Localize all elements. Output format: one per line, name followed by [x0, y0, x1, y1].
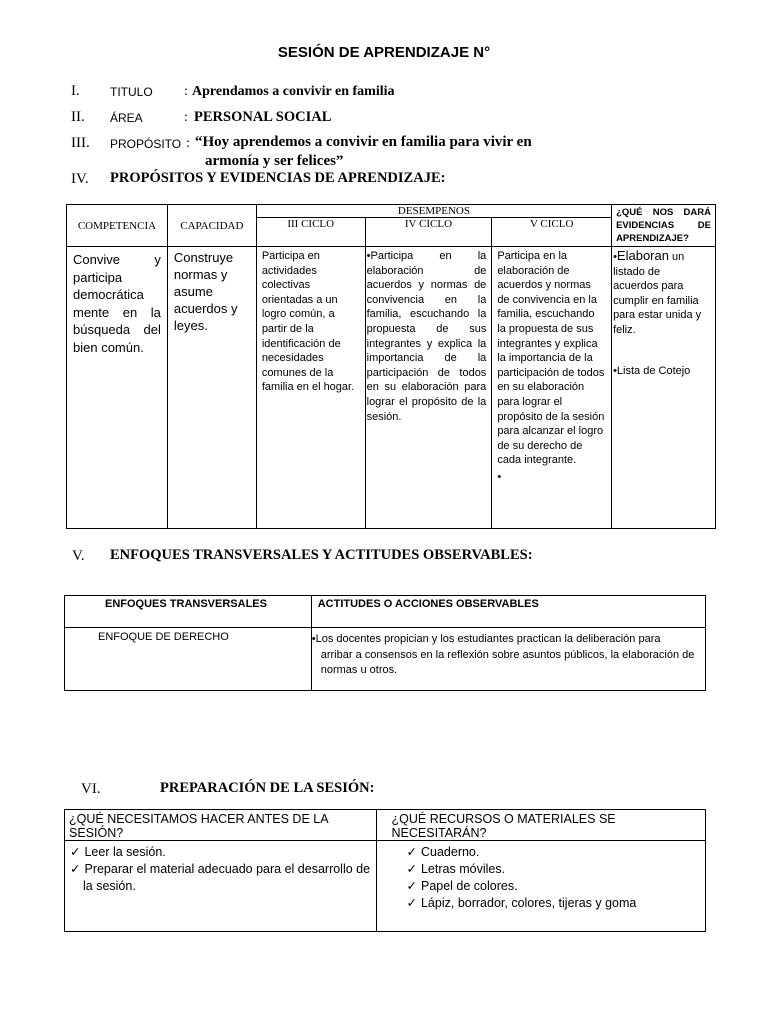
area-value: PERSONAL SOCIAL — [194, 109, 332, 125]
evidencia-2-text: Lista de Cotejo — [616, 364, 691, 377]
header-actitudes: ACTITUDES O ACCIONES OBSERVABLES — [311, 596, 705, 628]
section-number: V. — [72, 548, 85, 564]
proposito-value-line2: armonía y ser felices” — [205, 153, 344, 169]
titulo-value: Aprendamos a convivir en familia — [192, 84, 395, 99]
proposito-separator: : — [186, 136, 190, 151]
header-antes: ¿QUÉ NECESITAMOS HACER ANTES DE LA SESIÓN? — [65, 810, 377, 841]
section-number: IV. — [71, 171, 89, 187]
preparacion-table — [64, 809, 706, 932]
header-ciclo-5: V CICLO — [492, 218, 612, 247]
section-number: II. — [71, 109, 85, 125]
header-desempenos: DESEMPENOS — [256, 205, 611, 218]
proposito-value-line1: “Hoy aprendemos a convivir en familia para vivir en — [195, 134, 532, 150]
section-number: III. — [71, 135, 90, 151]
evidencia-1-text: un listado de acuerdos para cumplir en familia para estar unida y feliz. — [613, 251, 702, 336]
list-item: ✓ Cuaderno. — [407, 844, 706, 861]
ciclo-4-cell — [365, 247, 492, 529]
ciclo-4-text: Participa en la elaboración de acuerdos y normas de convivencia en la familia, escuchando la propuesta de sus integrantes y explica la importancia de la participación de todos en su elaboración para lograr el propósito de la sesión. — [366, 250, 487, 423]
header-evidencias: ¿QUÉ NOS DARÁ EVIDENCIAS DE APRENDIZAJE? — [612, 205, 716, 247]
area-separator: : — [184, 110, 188, 125]
section-number: VI. — [81, 781, 101, 797]
header-ciclo-3: III CICLO — [256, 218, 365, 247]
bullet-icon: • — [613, 251, 617, 263]
header-capacidad: CAPACIDAD — [167, 205, 256, 247]
bullet-icon: • — [366, 250, 371, 262]
ciclo-5-text: Participa en la elaboración de acuerdos y normas de convivencia en la familia, escuchando la propuesta de sus integrantes y explica la importancia de la participación de todos en su elaboración para lograr el propósito de la sesión para alcanzar el logro de su derecho de cada integrante. — [497, 250, 605, 467]
enfoque-text: ENFOQUE DE DERECHO — [65, 628, 312, 691]
section-heading: PROPÓSITOS Y EVIDENCIAS DE APRENDIZAJE: — [110, 170, 446, 186]
header-recursos: ¿QUÉ RECURSOS O MATERIALES SE NECESITARÁN? — [376, 810, 706, 841]
bullet-icon: • — [613, 364, 617, 377]
list-item: ✓ Letras móviles. — [407, 861, 706, 878]
bullet-icon: • — [497, 470, 502, 483]
capacidad-text: Construye normas y asume acuerdos y leyes. — [173, 250, 238, 333]
list-item: ✓ Leer la sesión. — [70, 844, 376, 861]
accion-text: Los docentes propician y los estudiantes practican la deliberación para arribar a consensos en la reflexión sobre asuntos públicos, la elaboración de normas u otros. — [315, 633, 695, 676]
capacidad-cell — [167, 247, 256, 529]
ciclo-3-cell — [256, 247, 365, 529]
competencia-cell — [67, 247, 168, 529]
bullet-icon: • — [311, 633, 316, 645]
header-enfoques: ENFOQUES TRANSVERSALES — [65, 596, 312, 628]
area-label: ÁREA — [110, 111, 143, 125]
header-ciclo-4: IV CICLO — [365, 218, 492, 247]
titulo-label: TITULO — [110, 85, 153, 99]
page-title: SESIÓN DE APRENDIZAJE N° — [277, 44, 491, 61]
ciclo-3-text: Participa en actividades colectivas orientadas a un logro común, a partir de la identificación de necesidades comunes de la familia en el hogar. — [261, 250, 355, 394]
section-number: I. — [71, 83, 80, 99]
enfoques-table — [64, 595, 706, 691]
proposito-label: PROPÓSITO — [110, 137, 182, 151]
list-item: ✓ Lápiz, borrador, colores, tijeras y goma — [407, 895, 706, 912]
aprendizaje-table — [66, 204, 716, 529]
header-competencia: COMPETENCIA — [67, 205, 168, 247]
titulo-separator: : — [184, 84, 188, 99]
ciclo-5-cell — [492, 247, 612, 529]
list-item: ✓ Preparar el material adecuado para el desarrollo de la sesión. — [70, 861, 376, 895]
section-heading: PREPARACIÓN DE LA SESIÓN: — [160, 780, 375, 796]
list-item: ✓ Papel de colores. — [407, 878, 706, 895]
competencia-text: Convive y participa democrática mente en la búsqueda del bien común. — [73, 252, 161, 355]
section-heading: ENFOQUES TRANSVERSALES Y ACTITUDES OBSERVABLES: — [110, 547, 533, 563]
antes-list — [70, 844, 376, 895]
recursos-list — [407, 844, 706, 912]
evidencias-cell — [612, 247, 716, 529]
evidencia-1-first-word: Elaboran — [616, 248, 669, 263]
